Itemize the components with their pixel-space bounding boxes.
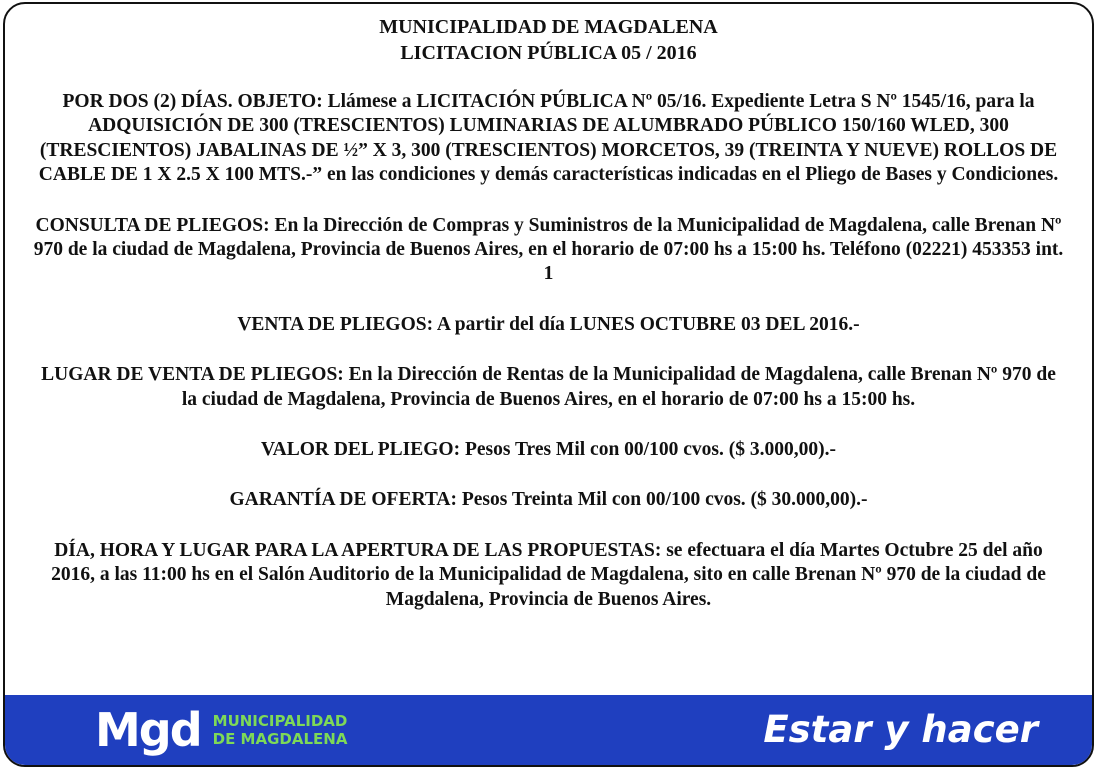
spacer <box>5 462 1092 488</box>
logo-mark: Mgd <box>95 703 201 757</box>
logo-line-2: DE MAGDALENA <box>212 730 348 748</box>
spacer <box>5 66 1092 90</box>
municipality-logo <box>95 701 347 759</box>
section-valor: VALOR DEL PLIEGO: Pesos Tres Mil con 00/100 cvos. ($ 3.000,00).- <box>261 439 836 461</box>
slogan: Estar y hacer <box>763 708 1038 751</box>
section-venta: VENTA DE PLIEGOS: A partir del día LUNES OCTUBRE 03 DEL 2016.- <box>237 313 860 335</box>
spacer <box>5 513 1092 539</box>
logo-text <box>213 712 348 748</box>
notice-frame <box>3 2 1094 767</box>
spacer <box>5 337 1092 363</box>
section-garantia: GARANTÍA DE OFERTA: Pesos Treinta Mil con 00/100 cvos. ($ 30.000,00).- <box>229 489 868 511</box>
footer-banner <box>5 695 1092 765</box>
notice-subtitle: LICITACION PÚBLICA 05 / 2016 <box>400 42 697 64</box>
section-objeto: POR DOS (2) DÍAS. OBJETO: Llámese a LICITACIÓN PÚBLICA Nº 05/16. Expediente Letra S Nº 1545/16, para la ADQUISICIÓN DE 300 (TRESCIENTOS) LUMINARIAS DE ALUMBRADO PÚBLICO 150/160 WLED, 300 (TRESCIENTOS) JABALINAS DE ½” X 3, 300 (TRESCIENTOS) MORCETOS, 39 (TREINTA Y NUEVE) ROLLOS DE CABLE DE 1 X 2.5 X 100 MTS.-” en las condiciones y demás características indicadas en el Pliego de Bases y Condiciones. <box>38 91 1059 186</box>
logo-line-1: MUNICIPALIDAD <box>212 712 348 730</box>
spacer <box>5 287 1092 313</box>
section-apertura: DÍA, HORA Y LUGAR PARA LA APERTURA DE LAS PROPUESTAS: se efectuara el día Martes Octubre 25 del año 2016, a las 11:00 hs en el Salón Auditorio de la Municipalidad de Magdalena, sito en calle Brenan Nº 970 de la ciudad de Magdalena, Provincia de Buenos Aires. <box>51 539 1046 610</box>
section-lugar: LUGAR DE VENTA DE PLIEGOS: En la Dirección de Rentas de la Municipalidad de Magdalena, calle Brenan Nº 970 de la ciudad de Magdalena, Provincia de Buenos Aires, en el horario de 07:00 hs a 15:00 hs. <box>41 364 1056 410</box>
spacer <box>5 188 1092 214</box>
notice-title: MUNICIPALIDAD DE MAGDALENA <box>379 16 718 38</box>
section-consulta: CONSULTA DE PLIEGOS: En la Dirección de Compras y Suministros de la Municipalidad de Magdalena, calle Brenan Nº 970 de la ciudad de Magdalena, Provincia de Buenos Aires, en el horario de 07:00 hs a 15:00 hs. Teléfono (02221) 453353 int. 1 <box>33 214 1064 285</box>
notice-body <box>5 14 1092 612</box>
spacer <box>5 412 1092 438</box>
